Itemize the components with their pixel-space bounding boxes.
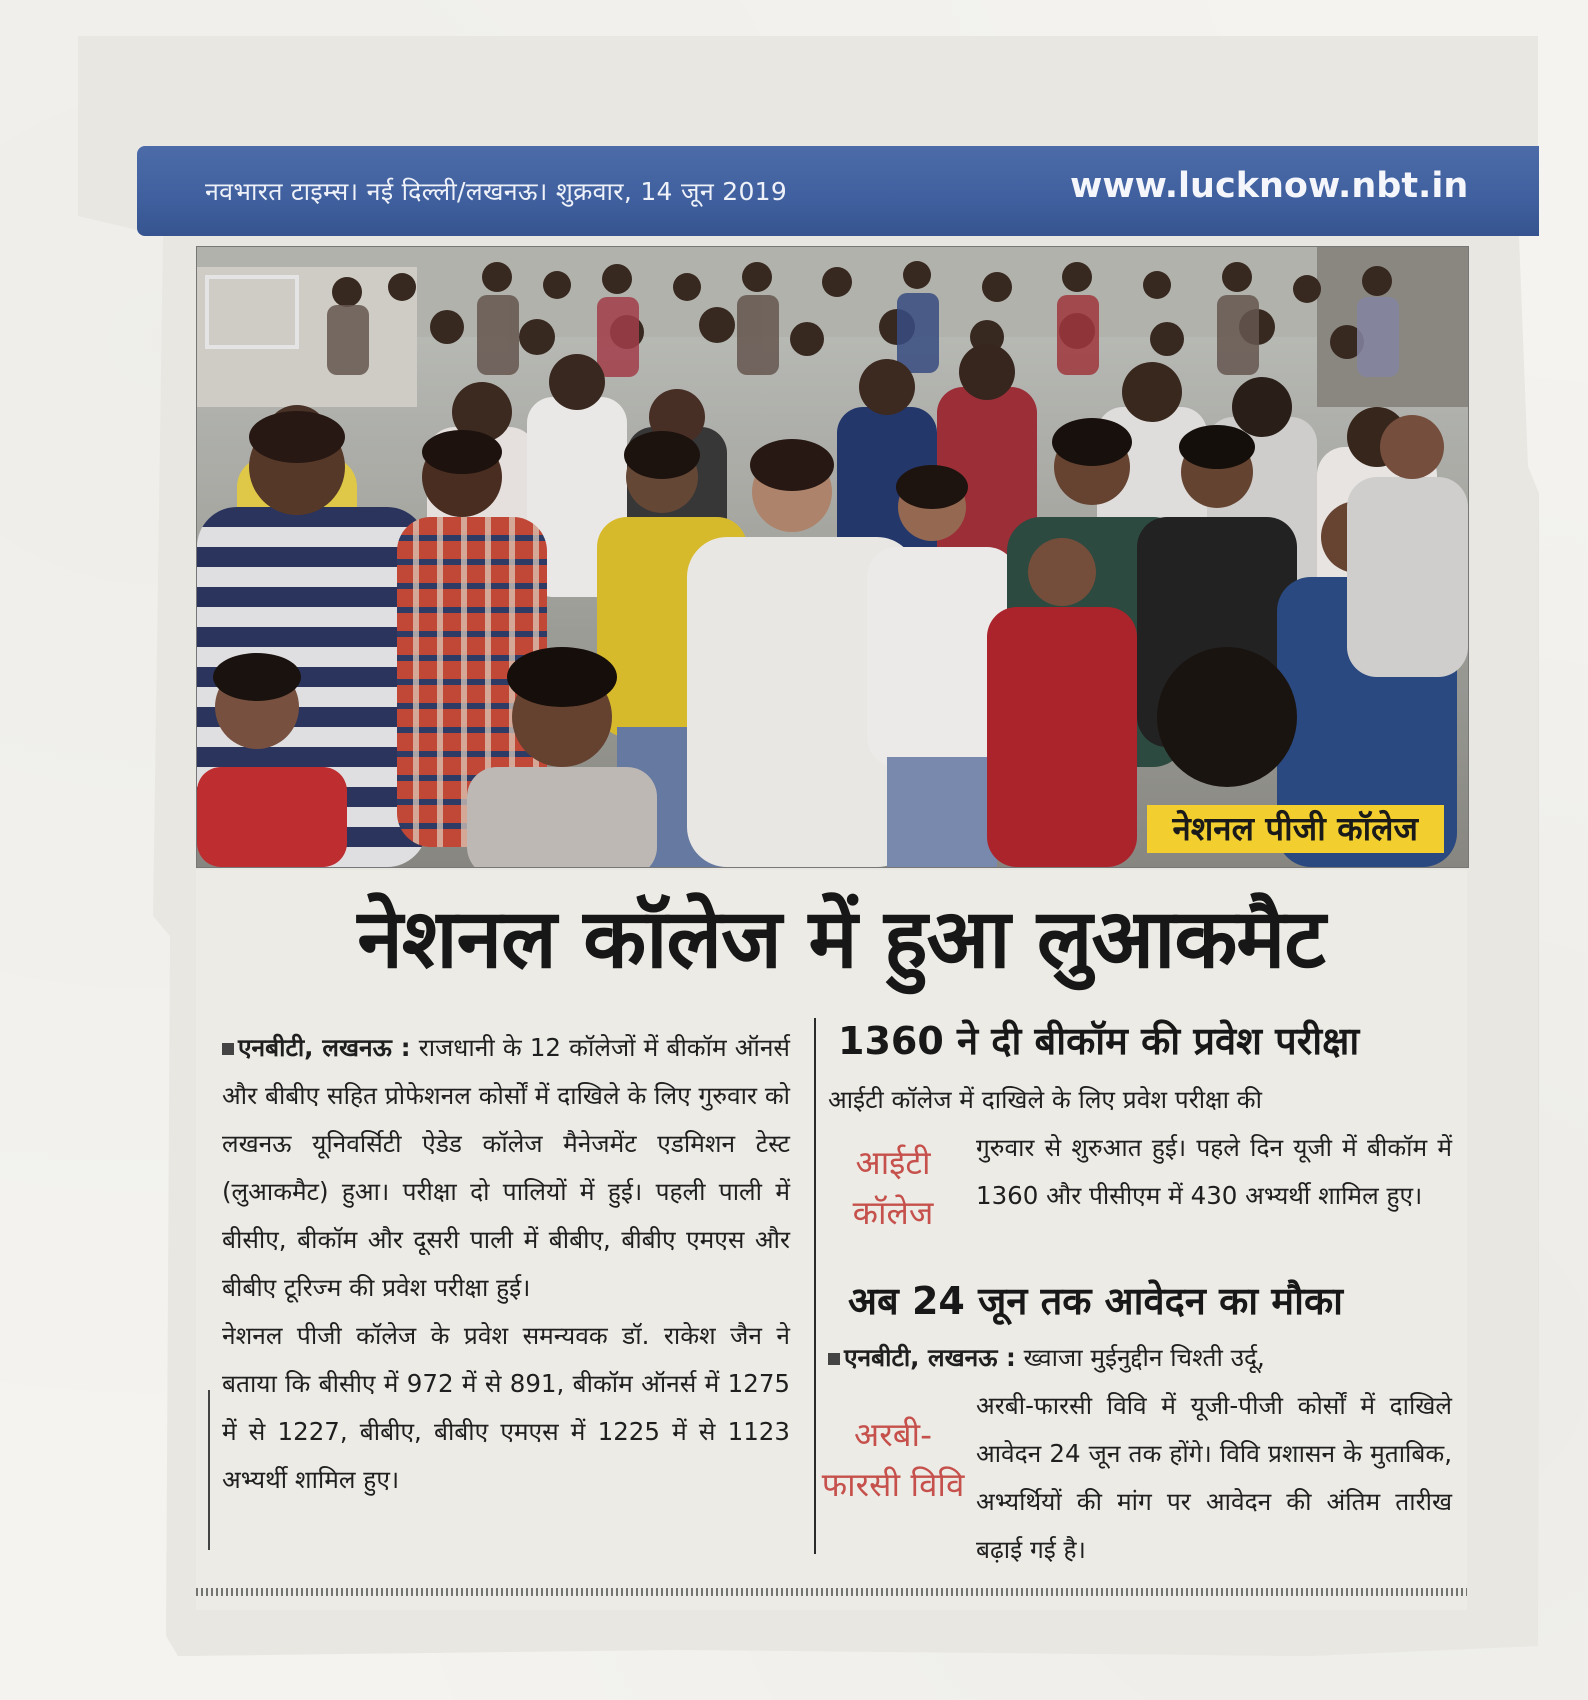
main-story-dateline: एनबीटी, लखनऊ : bbox=[238, 1033, 411, 1062]
story2-body: गुरुवार से शुरुआत हुई। पहले दिन यूजी में बीकॉम में 1360 और पीसीएम में 430 अभ्यर्थी शामिल हुए। bbox=[976, 1133, 1452, 1210]
left-column-rule bbox=[208, 1390, 210, 1550]
bottom-dotted-rule bbox=[196, 1588, 1467, 1596]
masthead-url: www.lucknow.nbt.in bbox=[1070, 166, 1469, 206]
main-story bbox=[222, 1024, 790, 1504]
story3-lead bbox=[828, 1334, 1452, 1382]
bullet-square-icon bbox=[222, 1043, 234, 1055]
story3-dateline: एनबीटी, लखनऊ : bbox=[844, 1343, 1016, 1372]
crowd-illustration bbox=[197, 247, 1468, 867]
story3-headline: अब 24 जून तक आवेदन का मौका bbox=[848, 1279, 1343, 1323]
story2-side-label: आईटी कॉलेज bbox=[852, 1143, 934, 1232]
photo-caption: नेशनल पीजी कॉलेज bbox=[1147, 805, 1445, 853]
column-divider bbox=[814, 1018, 816, 1554]
bullet-square-icon bbox=[828, 1353, 840, 1365]
story3-side-label: अरबी-फारसी विवि bbox=[821, 1415, 965, 1504]
story2-headline: 1360 ने दी बीकॉम की प्रवेश परीक्षा bbox=[838, 1019, 1360, 1063]
story3-body: अरबी-फारसी विवि में यूजी-पीजी कोर्सों में दाखिले आवेदन 24 जून तक होंगे। विवि प्रशासन के मुताबिक, अभ्यर्थियों की मांग पर आवेदन की अंतिम तारीख बढ़ाई गई है। bbox=[976, 1391, 1452, 1564]
main-headline: नेशनल कॉलेज में हुआ लुआकमैट bbox=[357, 892, 1325, 987]
main-story-paragraph-1 bbox=[222, 1024, 790, 1312]
crowd-photo bbox=[196, 246, 1469, 868]
story2-lead: आईटी कॉलेज में दाखिले के लिए प्रवेश परीक्षा की bbox=[828, 1085, 1262, 1114]
main-story-paragraph-2: नेशनल पीजी कॉलेज के प्रवेश समन्यवक डॉ. राकेश जैन ने बताया कि बीसीए में 972 में से 891, बीकॉम ऑनर्स में 1275 में से 1227, बीबीए, बीबीए एमएस में 1225 में से 1123 अभ्यर्थी शामिल हुए। bbox=[222, 1321, 790, 1494]
masthead-meta: नवभारत टाइम्स। नई दिल्ली/लखनऊ। शुक्रवार, 14 जून 2019 bbox=[205, 177, 788, 206]
main-story-text-1: राजधानी के 12 कॉलेजों में बीकॉम ऑनर्स और बीबीए सहित प्रोफेशनल कोर्सों में दाखिले के लिए गुरुवार को लखनऊ यूनिवर्सिटी ऐडेड कॉलेज मैनेजमेंट एडमिशन टेस्ट (लुआकमैट) हुआ। परीक्षा दो पालियों में हुई। पहली पाली में बीसीए, बीकॉम और दूसरी पाली में बीबीए, बीबीए एमएस और बीबीए टूरिज्म की प्रवेश परीक्षा हुई। bbox=[222, 1033, 790, 1302]
story3-lead-text: ख्वाजा मुईनुद्दीन चिश्ती उर्दू, bbox=[1023, 1343, 1265, 1372]
